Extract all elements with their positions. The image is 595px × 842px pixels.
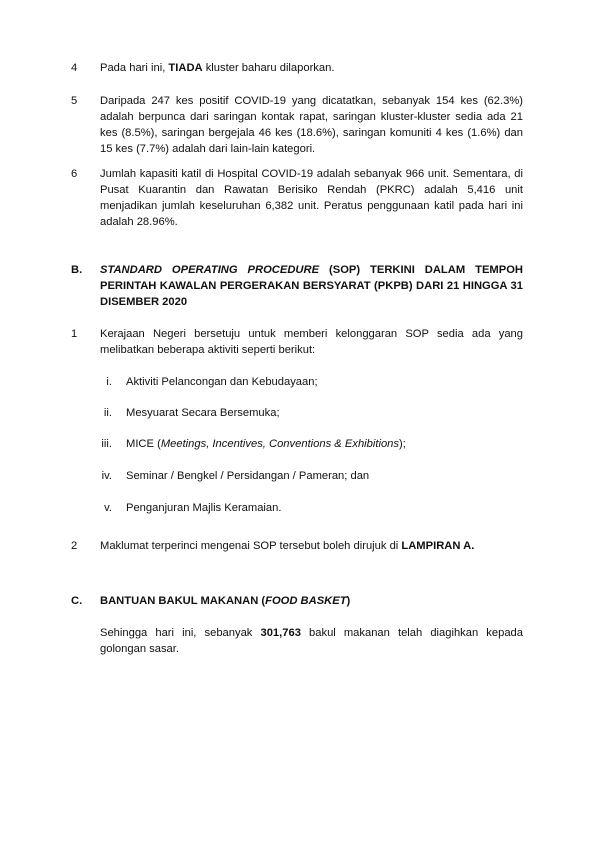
- list-marker: ii.: [103, 407, 112, 419]
- item-number: 5: [71, 95, 78, 107]
- item-4-text: Pada hari ini, TIADA kluster baharu dilaporkan.: [100, 62, 335, 74]
- section-b-heading: STANDARD OPERATING PROCEDURE (SOP) TERKINI DALAM TEMPOH PERINTAH KAWALAN PERGERAKAN BERSYARAT (PKPB) DARI 21 HINGGA 31 DISEMBER 2020: [100, 264, 523, 308]
- item-5-text: Daripada 247 kes positif COVID-19 yang dicatatkan, sebanyak 154 kes (62.3%) adalah berpunca dari saringan kontak rapat, saringan kluster-kluster sedia ada 21 kes (8.5%), saringan bergejala 46 kes (18.6%), saringan komuniti 4 kes (1.6%) dan 15 kes (7.7%) adalah dari lain-lain kategori.: [100, 95, 523, 155]
- section-c-letter: C.: [71, 595, 83, 607]
- item-number: 2: [71, 540, 78, 552]
- item-number: 4: [71, 62, 78, 74]
- list-marker: iv.: [101, 470, 112, 482]
- list-item: Mesyuarat Secara Bersemuka;: [126, 407, 280, 419]
- item-6-text: Jumlah kapasiti katil di Hospital COVID-19 adalah sebanyak 966 unit. Sementara, di Pusat Kuarantin dan Rawatan Berisiko Rendah (PKRC) adalah 5,416 unit menjadikan jumlah keseluruhan 6,382 unit. Peratus penggunaan katil pada hari ini adalah 28.96%.: [100, 168, 523, 228]
- list-item: Aktiviti Pelancongan dan Kebudayaan;: [126, 376, 318, 388]
- lampiran-reference: LAMPIRAN A.: [401, 540, 475, 552]
- tiada-emphasis: TIADA: [168, 62, 203, 74]
- item-number: 1: [71, 328, 78, 340]
- item-number: 6: [71, 168, 78, 180]
- section-c-paragraph: Sehingga hari ini, sebanyak 301,763 bakul makanan telah diagihkan kepada golongan sasar.: [100, 627, 524, 655]
- food-basket-count: 301,763: [260, 627, 301, 639]
- list-marker: iii.: [101, 438, 112, 450]
- list-item: Seminar / Bengkel / Persidangan / Pameran; dan: [126, 470, 370, 482]
- section-c-heading: BANTUAN BAKUL MAKANAN (FOOD BASKET): [100, 595, 351, 607]
- list-marker: v.: [104, 502, 112, 514]
- item-1-text: Kerajaan Negeri bersetuju untuk memberi kelonggaran SOP sedia ada yang melibatkan beberapa aktiviti seperti berikut:: [100, 328, 523, 356]
- list-marker: i.: [106, 376, 112, 388]
- section-b-letter: B.: [71, 264, 83, 276]
- list-item: MICE (Meetings, Incentives, Conventions & Exhibitions);: [126, 438, 406, 450]
- item-2-text: Maklumat terperinci mengenai SOP tersebut boleh dirujuk di LAMPIRAN A.: [100, 540, 475, 552]
- list-item: Penganjuran Majlis Keramaian.: [126, 502, 282, 514]
